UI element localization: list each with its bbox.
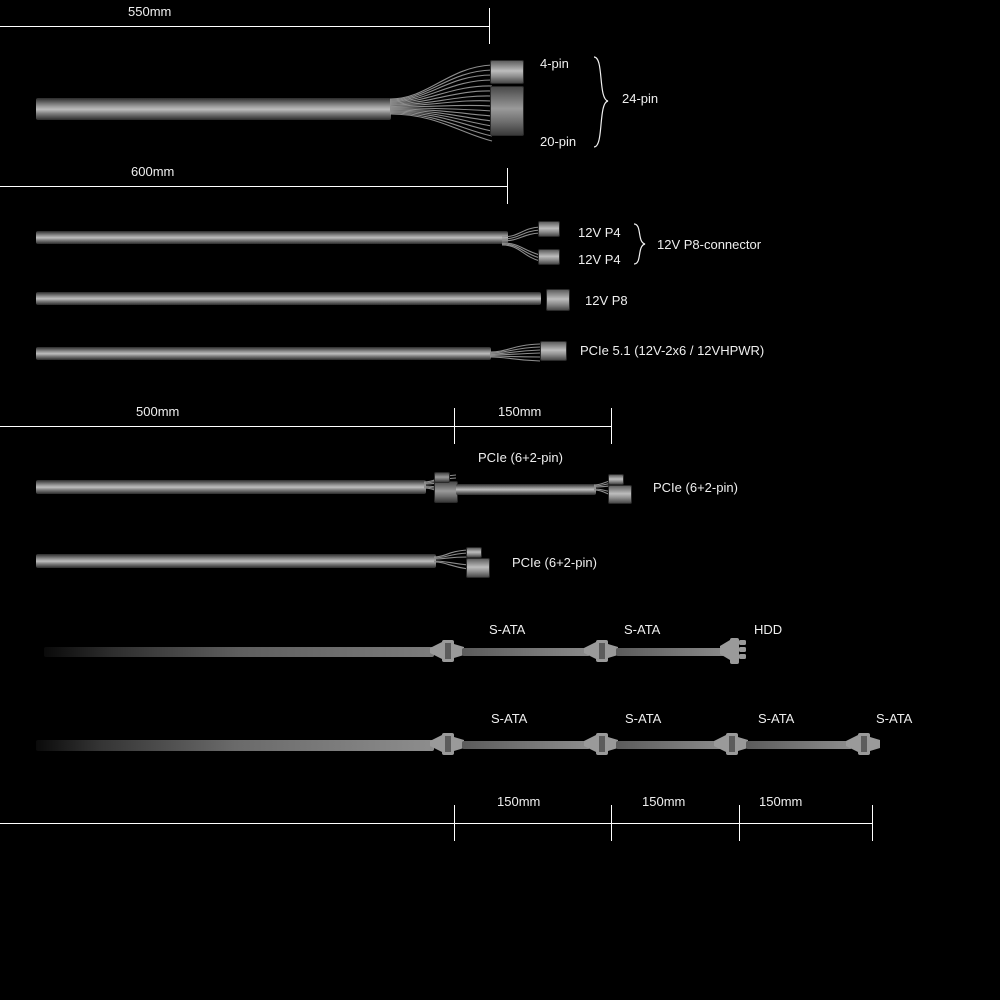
label-atx-24pin: 24-pin (622, 91, 659, 106)
connector-pcie-dual-end-2pin (608, 474, 624, 485)
cable-sata-quad-seg4 (746, 741, 852, 749)
connector-12v-p4-lower (538, 249, 560, 265)
label-12v-p8-connector: 12V P8-connector (657, 237, 762, 252)
cable-12v-p4-body (36, 231, 508, 244)
label-sata-quad-2: S-ATA (625, 711, 662, 726)
connector-pcie51-12vhpwr (540, 341, 567, 361)
label-12v-p4-lower: 12V P4 (578, 252, 621, 267)
connector-sata-quad-1 (430, 727, 466, 763)
dimension-label-550: 550mm (128, 4, 172, 19)
cable-12v-p8-body (36, 292, 541, 305)
dimension-tick-bottom-3 (739, 805, 740, 841)
dimension-tick-600-end (507, 168, 508, 204)
connector-12v-p4-upper (538, 221, 560, 237)
cable-sata-hdd-seg2 (462, 648, 590, 656)
label-sata-hdd-3: HDD (754, 622, 783, 637)
label-sata-hdd-2: S-ATA (624, 622, 661, 637)
cable-pcie51-fanout (488, 340, 544, 368)
connector-sata-hdd-1 (430, 634, 466, 670)
connector-sata-quad-4 (846, 727, 882, 763)
cable-pcie-single-body (36, 554, 436, 568)
dimension-label-150-a: 150mm (497, 794, 541, 809)
connector-sata-quad-2 (584, 727, 620, 763)
label-sata-quad-1: S-ATA (491, 711, 528, 726)
cable-sata-hdd-seg3 (616, 648, 726, 656)
label-pcie-dual-first: PCIe (6+2-pin) (478, 450, 563, 465)
cable-sata-quad-seg2 (462, 741, 590, 749)
label-atx-20pin: 20-pin (540, 134, 577, 149)
dimension-tick-550-end (489, 8, 490, 44)
connector-atx-4pin (490, 60, 524, 84)
dimension-tick-bottom-1 (454, 805, 455, 841)
connector-pcie-dual-mid-2pin (434, 472, 450, 483)
dimension-tick-bottom-2 (611, 805, 612, 841)
connector-pcie-single-2pin (466, 547, 482, 558)
label-12v-p8: 12V P8 (585, 293, 628, 308)
cable-sata-hdd-body (44, 647, 434, 657)
connector-hdd-molex (720, 634, 754, 670)
connector-pcie-dual-end-6pin (608, 485, 632, 504)
label-12v-p4-upper: 12V P4 (578, 225, 621, 240)
connector-atx-20pin (490, 86, 524, 136)
cable-atx-24pin-body (36, 98, 391, 120)
brace-12v-p8-connector (632, 222, 652, 268)
label-sata-quad-3: S-ATA (758, 711, 795, 726)
label-pcie-dual-second: PCIe (6+2-pin) (653, 480, 738, 495)
dimension-label-150-c: 150mm (759, 794, 803, 809)
dimension-label-500: 500mm (136, 404, 180, 419)
connector-sata-quad-3 (714, 727, 750, 763)
label-sata-hdd-1: S-ATA (489, 622, 526, 637)
cable-pcie51-body (36, 347, 491, 360)
dimension-label-150-top: 150mm (498, 404, 542, 419)
dimension-line-600 (0, 186, 508, 187)
label-atx-4pin: 4-pin (540, 56, 569, 71)
connector-pcie-single-6pin (466, 558, 490, 578)
dimension-tick-150-end (611, 408, 612, 444)
dimension-tick-500-end (454, 408, 455, 444)
cable-sata-quad-seg3 (616, 741, 726, 749)
cable-sata-quad-body (36, 740, 434, 751)
dimension-tick-bottom-4 (872, 805, 873, 841)
dimension-line-550 (0, 26, 490, 27)
dimension-label-150-b: 150mm (642, 794, 686, 809)
dimension-line-500 (0, 426, 612, 427)
cable-pcie-dual-body (36, 480, 426, 494)
cable-pcie-dual-extension (456, 484, 596, 495)
connector-sata-hdd-2 (584, 634, 620, 670)
label-sata-quad-4: S-ATA (876, 711, 913, 726)
label-pcie-single: PCIe (6+2-pin) (512, 555, 597, 570)
brace-24pin (592, 55, 618, 151)
connector-pcie-dual-mid-6pin (434, 481, 458, 503)
label-pcie51: PCIe 5.1 (12V-2x6 / 12VHPWR) (580, 343, 765, 358)
dimension-label-600: 600mm (131, 164, 175, 179)
connector-12v-p8 (546, 289, 570, 311)
dimension-line-bottom (0, 823, 873, 824)
